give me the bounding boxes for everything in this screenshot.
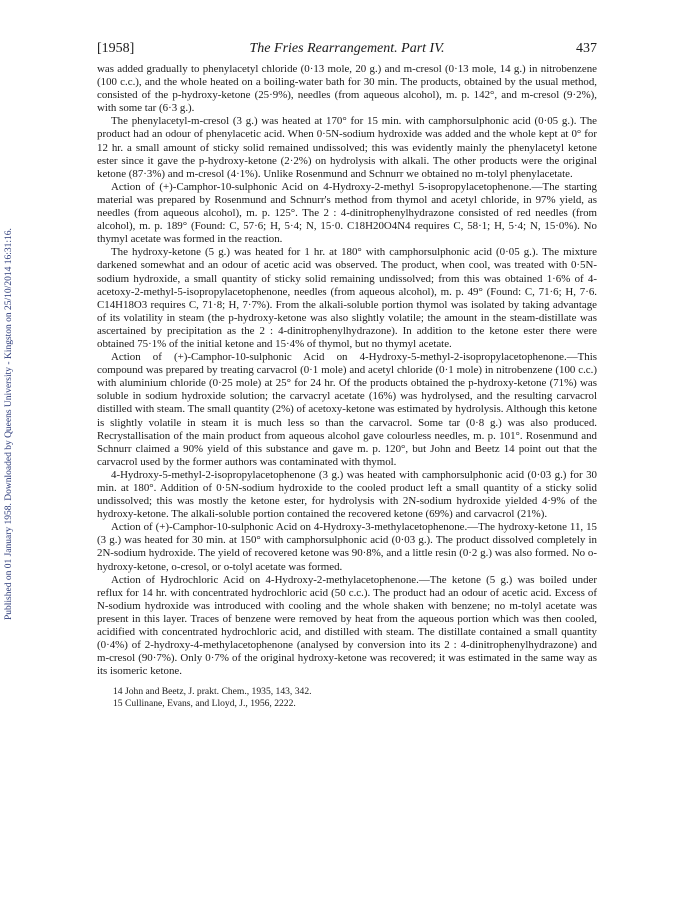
page-number: 437 [576,41,597,56]
paragraph: Action of (+)-Camphor-10-sulphonic Acid on 4-Hydroxy-5-methyl-2-isopropylacetophenone.—This compound was prepared by treating carvacrol (0·1 mole) and acetyl chloride (0·1 mole) in nitrobenzene (100 c.c.) with aluminium chloride (0·25 mole) at 25° for 24 hr. Of the products obtained the p-hydroxy-ketone (71%) was soluble in sodium hydroxide solution; the carvacryl acetate (16%) was hydrolysed, and the resulting carvacrol distilled with steam. The small quantity (2%) of acetoxy-ketone was estimated by hydrolysis. Although this ketone is slightly volatile in steam it is much less so than the carvacrol. Some tar (0·8 g.) was also produced. Recrystallisation of the main product from aqueous alcohol gave colourless needles, m. p. 101°. Rosenmund and Schnurr claimed a 90% yield of this substance and gave m. p. 120°, but John and Beetz 14 point out that the carvacrol used by the former authors was contaminated with thymol. [97,351,597,468]
footnote: 15 Cullinane, Evans, and Lloyd, J., 1956, 2222. [113,698,296,710]
footnote: 14 John and Beetz, J. prakt. Chem., 1935, 143, 342. [113,686,312,698]
article-body [97,63,597,678]
journal-page [97,41,597,710]
download-notice-text: Published on 01 January 1958. Downloaded by Queens University - Kingston on 25/10/2014 16:31:16. [4,228,14,620]
running-header [97,41,597,63]
paragraph: 4-Hydroxy-5-methyl-2-isopropylacetophenone (3 g.) was heated with camphorsulphonic acid (0·03 g.) for 30 min. at 180°. Addition of 0·5N-sodium hydroxide to the cooled product left a small quantity of a sticky solid undissolved; this was mostly the ketone ester, for hydrolysis with 2N-sodium hydroxide yielded 4·9% of the hydroxy-ketone. The alkali-soluble portion contained the recovered ketone (69%) and carvacrol (21%). [97,468,597,521]
paragraph: Action of Hydrochloric Acid on 4-Hydroxy-2-methylacetophenone.—The ketone (5 g.) was boiled under reflux for 14 hr. with concentrated hydrochloric acid (50 c.c.). The product had an odour of acetic acid. Excess of N-sodium hydroxide was introduced with cooling and the whole shaken with benzene; no m-tolyl acetate was present in this layer. Traces of benzene were removed by heat from the aqueous portion which was then cooled, acidified with concentrated hydrochloric acid, and distilled with steam. The distillate contained a small quantity (0·4%) of 2-hydroxy-4-methylacetophenone (analysed by conversion into its 2 : 4-dinitrophenylhydrazone) and m-cresol (90·7%). Only 0·7% of the original hydroxy-ketone was recovered; it was estimated in the same way as its isomeric ketone. [97,573,597,678]
journal-year: [1958] [97,41,135,56]
paragraph: The hydroxy-ketone (5 g.) was heated for 1 hr. at 180° with camphorsulphonic acid (0·05 g.). The mixture darkened somewhat and an odour of acetic acid was observed. The product, when cool, was treated with 0·5N-sodium hydroxide, a small quantity of sticky solid remaining undissolved; from this was obtained 1·6% of 4-acetoxy-2-methyl-5-isopropylacetophenone, needles (from aqueous alcohol), m. p. 49° (Found: C, 71·6; H, 7·6. C14H18O3 requires C, 71·8; H, 7·7%). From the alkali-soluble portion thymol was isolated by taking advantage of its volatility in steam (the p-hydroxy-ketone was also slightly volatile; the amount in the steam-distillate was ascertained by precipitation as the 2 : 4-dinitrophenylhydrazone). In addition to the ketone ester there were obtained 75·1% of the initial ketone and 15·4% of thymol, but no thymyl acetate. [97,246,597,350]
footnotes [97,686,597,710]
running-title: The Fries Rearrangement. Part IV. [249,41,445,56]
paragraph: Action of (+)-Camphor-10-sulphonic Acid on 4-Hydroxy-3-methylacetophenone.—The hydroxy-ketone 11, 15 (3 g.) was heated for 30 min. at 150° with camphorsulphonic acid (0·03 g.). The product dissolved completely in 2N-sodium hydroxide. The yield of recovered ketone was 90·8%, and a little resin (0·2 g.) was also formed. No o-hydroxy-ketone, o-cresol, or o-tolyl acetate was formed. [97,521,597,573]
paragraph: Action of (+)-Camphor-10-sulphonic Acid on 4-Hydroxy-2-methyl 5-isopropylacetophenone.—The starting material was prepared by Rosenmund and Schnurr's method from thymol and acetyl chloride, in 97% yield, as needles (from aqueous alcohol), m. p. 125°. The 2 : 4-dinitrophenylhydrazone consisted of red needles (from alcohol), m. p. 189° (Found: C, 57·6; H, 5·4; N, 15·0. C18H20O4N4 requires C, 58·1; H, 5·4; N, 15·0%). No thymyl acetate was formed in the reaction. [97,180,597,246]
paragraph: The phenylacetyl-m-cresol (3 g.) was heated at 170° for 15 min. with camphorsulphonic acid (0·05 g.). The product had an odour of phenylacetic acid. When 0·5N-sodium hydroxide was added and the whole kept at 0° for 12 hr. a small amount of sticky solid remained undissolved; this was evidently mainly the phenylacetyl ketone ester since it gave the p-hydroxy-ketone (2·2%) on hydrolysis with alkali. The other products were the original ketone (87·3%) and m-cresol (4·1%). Unlike Rosenmund and Schnurr we obtained no m-tolyl phenylacetate. [97,115,597,180]
download-notice [2,100,16,800]
paragraph: was added gradually to phenylacetyl chloride (0·13 mole, 20 g.) and m-cresol (0·13 mole, 14 g.) in nitrobenzene (100 c.c.), and the whole heated on a boiling-water bath for 30 min. The products, obtained by the usual method, consisted of the p-hydroxy-ketone (25·9%), needles (from aqueous alcohol), m. p. 142°, and m-cresol (9·2%), with some tar (6·3 g.). [97,63,597,115]
